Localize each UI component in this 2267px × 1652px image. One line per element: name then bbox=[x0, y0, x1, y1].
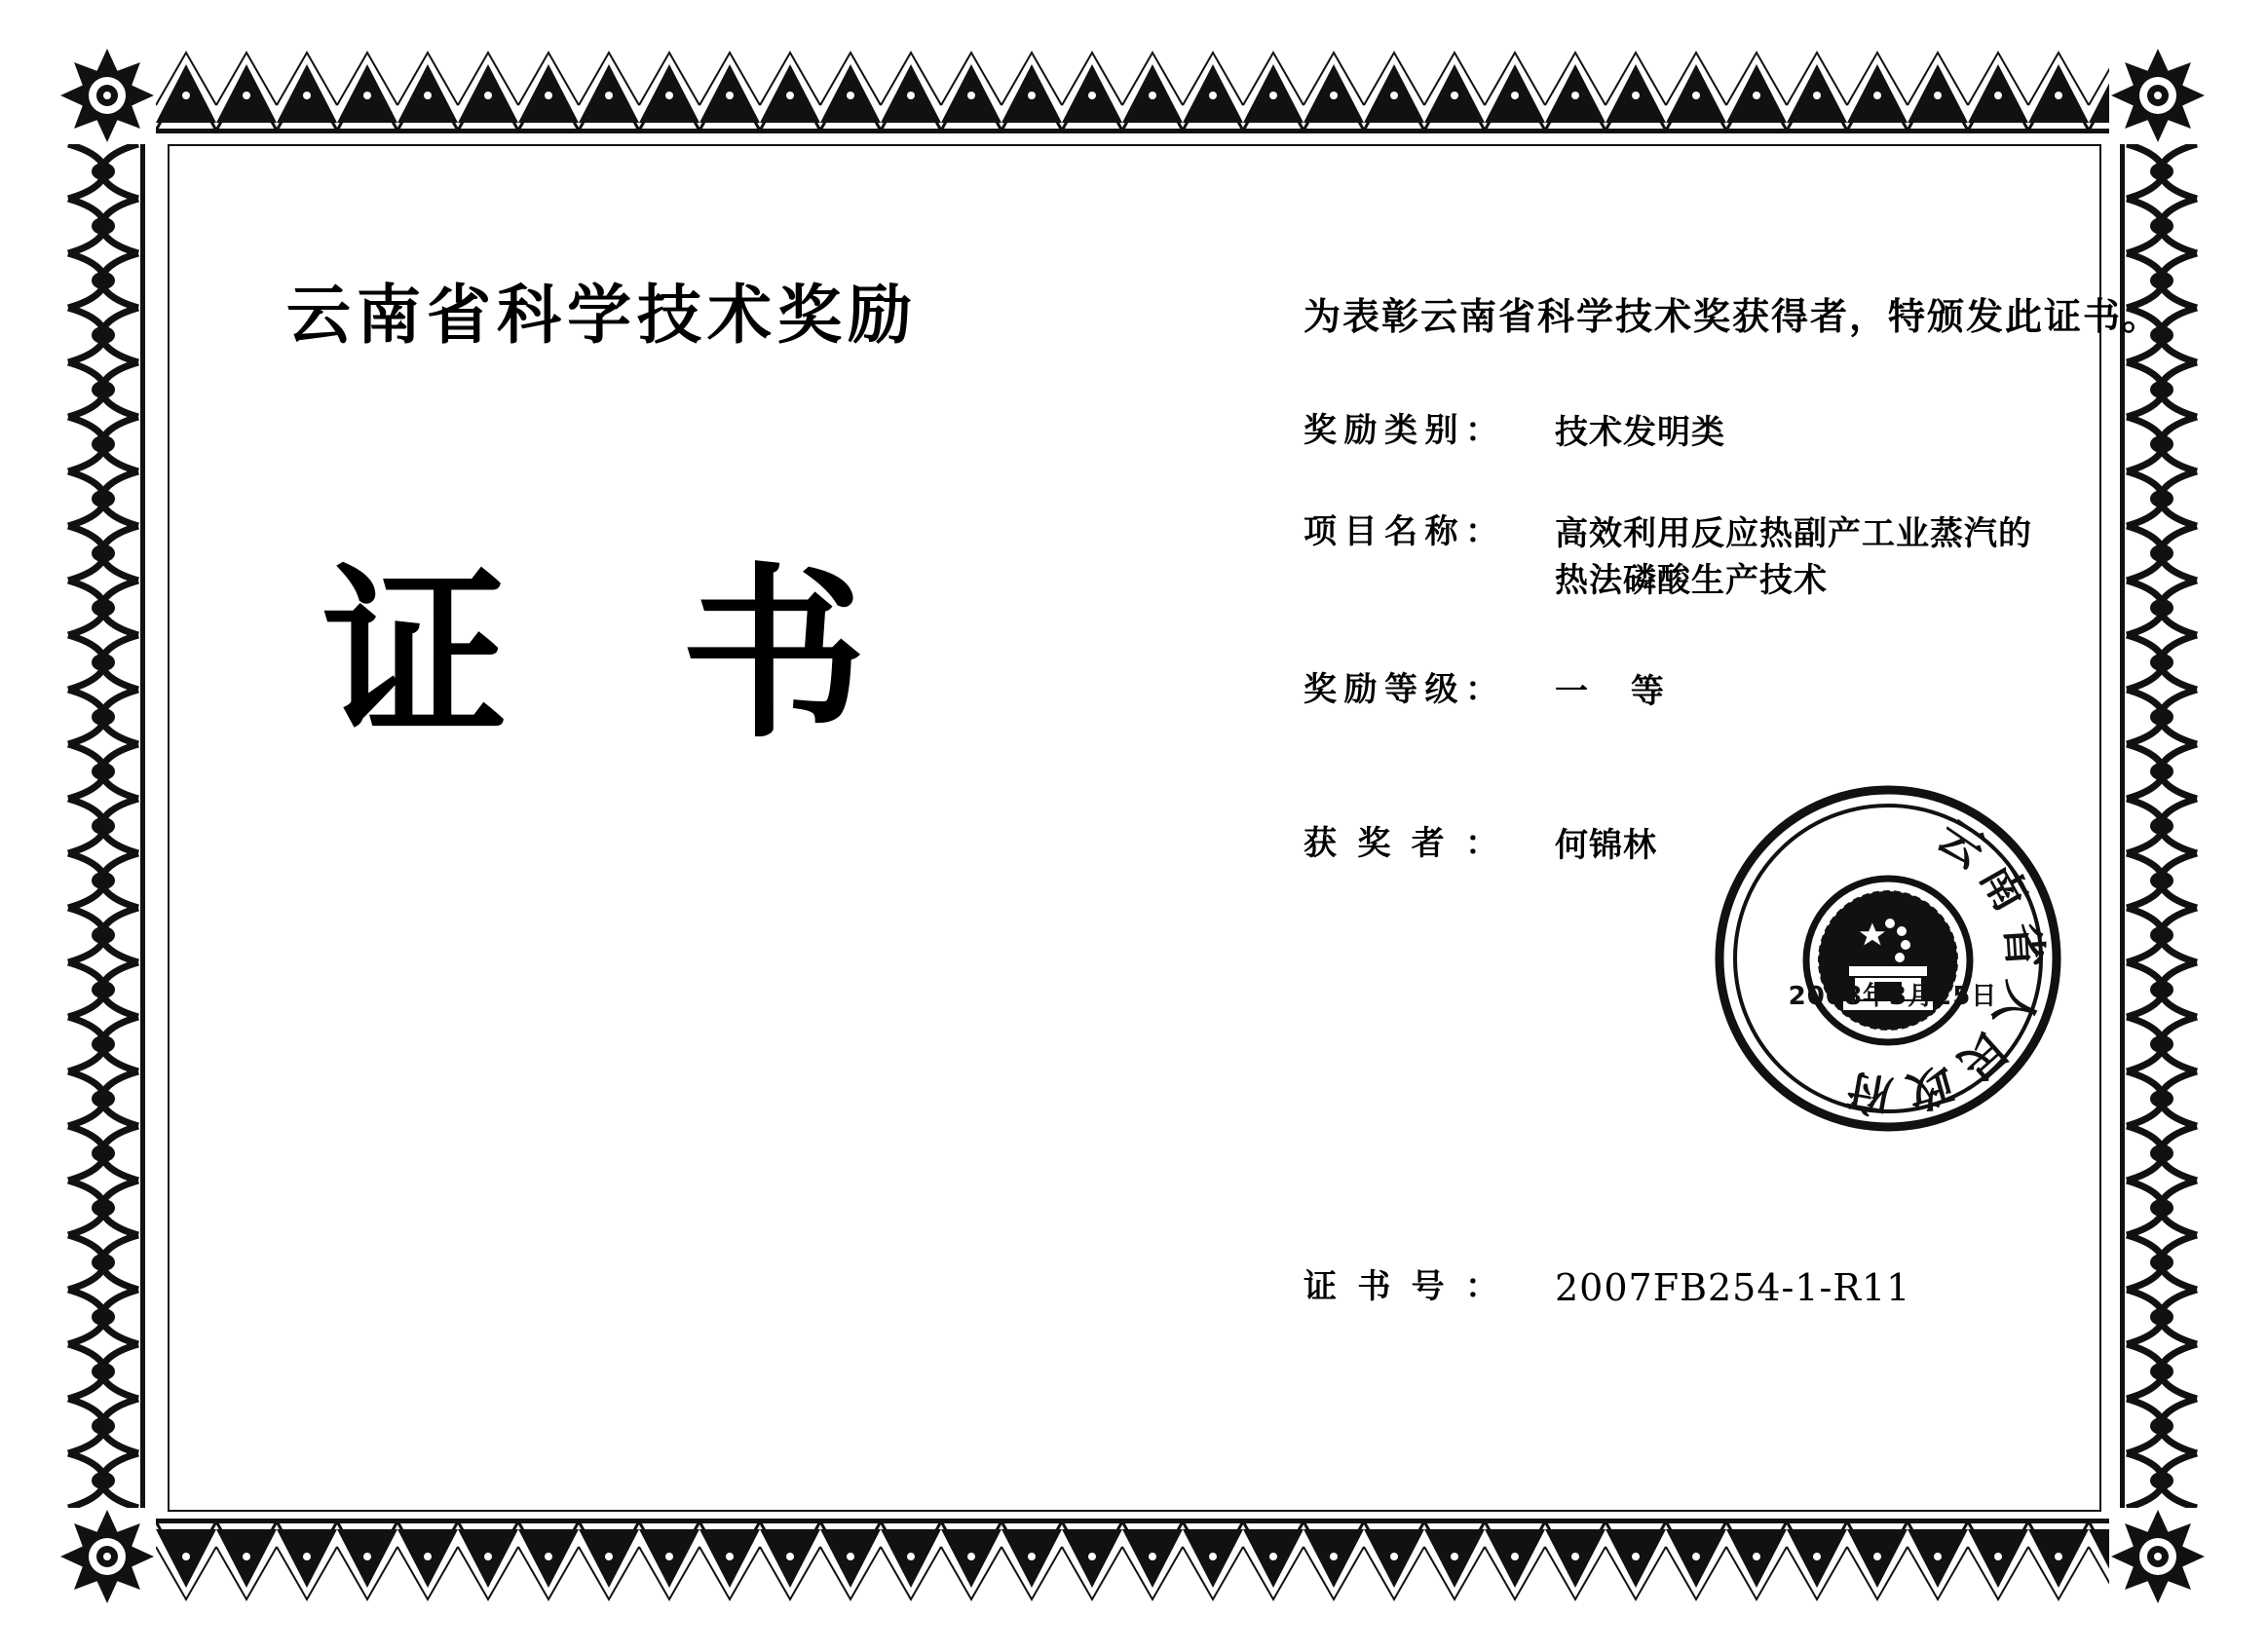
corner-rosette-icon bbox=[2105, 43, 2210, 148]
left-column bbox=[173, 277, 1031, 764]
field-award-category bbox=[1304, 409, 1725, 456]
corner-rosette-icon bbox=[2105, 1504, 2210, 1609]
field-value: 技术发明类 bbox=[1555, 413, 1725, 452]
award-program-title: 云南省科学技术奖励 bbox=[286, 278, 918, 353]
field-project-name bbox=[1304, 510, 2034, 605]
field-label: 奖励类别： bbox=[1304, 411, 1498, 450]
field-label: 奖励等级： bbox=[1304, 670, 1498, 709]
field-value: 何锦林 bbox=[1555, 826, 1657, 865]
citation-text: 为表彰云南省科学技术奖获得者，特颁发此证书。 bbox=[1304, 295, 2162, 338]
field-certificate-number bbox=[1304, 1265, 1910, 1310]
field-award-grade bbox=[1304, 668, 1680, 715]
field-value: 一 等 bbox=[1555, 672, 1680, 711]
svg-text:云南省人民政府: 云南省人民政府 bbox=[1832, 808, 2053, 1124]
certificate-number-value: 2007FB254-1-R11 bbox=[1555, 1265, 1911, 1309]
field-label: 证书号： bbox=[1304, 1267, 1498, 1306]
field-label: 获奖者： bbox=[1304, 824, 1498, 863]
certificate-content bbox=[115, 101, 2162, 1457]
field-label: 项目名称： bbox=[1304, 512, 1498, 551]
seal-date-text: 2008年3月25日 bbox=[1788, 982, 1998, 1011]
border-wave-bottom bbox=[156, 1516, 2109, 1605]
field-value: 高效利用反应热副产工业蒸汽的热法磷酸生产技术 bbox=[1555, 514, 2032, 601]
certificate-headline: 证 书 bbox=[321, 547, 922, 764]
corner-rosette-icon bbox=[55, 1504, 160, 1609]
border-band-right bbox=[2117, 144, 2207, 1508]
official-seal bbox=[1713, 783, 2063, 1134]
field-winner-name bbox=[1304, 822, 1657, 869]
